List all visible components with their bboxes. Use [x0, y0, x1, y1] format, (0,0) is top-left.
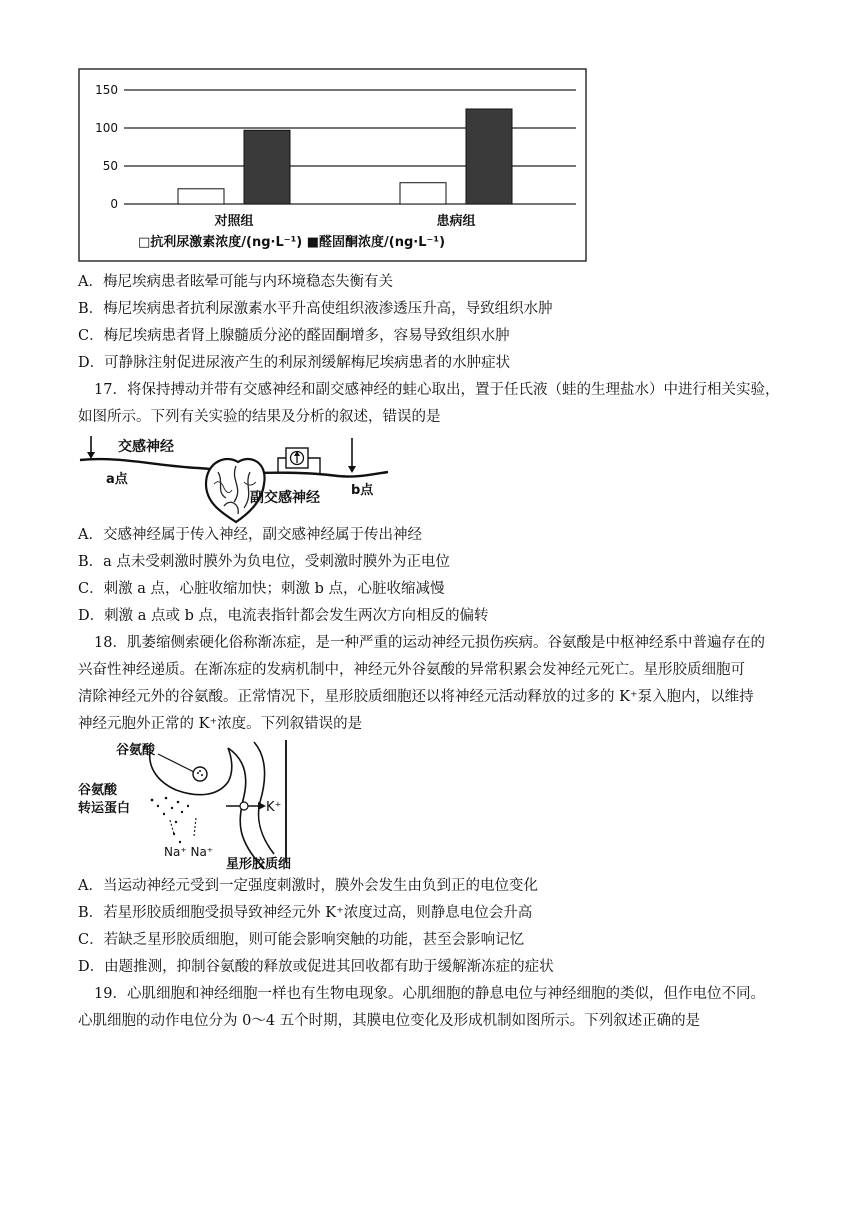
chart-legend: □抗利尿激素浓度/(ng·L⁻¹) ■醛固酮浓度/(ng·L⁻¹) [138, 235, 446, 250]
q17-option-c: C．刺激 a 点，心脏收缩加快；刺激 b 点，心脏收缩减慢 [78, 581, 445, 597]
label-point-b: b点 [351, 483, 374, 498]
glutamate-dots [151, 797, 190, 844]
vesicle [193, 767, 207, 781]
hormone-bar-chart [78, 68, 588, 263]
label-transporter-line2: 转运蛋白 [78, 801, 131, 816]
label-sympathetic: 交感神经 [118, 439, 174, 455]
x-category-label: 患病组 [436, 214, 476, 229]
q18-stem-line4: 神经元胞外正常的 K⁺浓度。下列叙错误的是 [78, 716, 363, 732]
q18-option-b: B．若星形胶质细胞受损导致神经元外 K⁺浓度过高，则静息电位会升高 [78, 905, 533, 921]
y-tick-label: 100 [95, 121, 118, 135]
bar-aldosterone-1 [466, 109, 512, 204]
q18-option-d: D．由题推测，抑制谷氨酸的释放或促进其回收都有助于缓解渐冻症的症状 [78, 959, 554, 975]
q17-option-a: A．交感神经属于传入神经，副交感神经属于传出神经 [78, 527, 422, 543]
label-transporter-line1: 谷氨酸 [78, 783, 118, 798]
label-parasympathetic: 副交感神经 [250, 490, 320, 506]
bar-adh-0 [178, 189, 224, 204]
presynaptic-membrane [150, 748, 232, 795]
label-sodium: Na⁺ Na⁺ [164, 845, 214, 859]
label-glutamate: 谷氨酸 [116, 743, 156, 758]
q17-option-b: B．a 点未受刺激时膜外为负电位，受刺激时膜外为正电位 [78, 554, 450, 570]
x-category-label: 对照组 [214, 214, 254, 229]
q19-stem-line2: 心肌细胞的动作电位分为 0～4 五个时期，其膜电位变化及形成机制如图所示。下列叙述正确的是 [78, 1013, 701, 1029]
astrocyte-synapse-figure [78, 738, 304, 870]
q17-stem-line1: 17．将保持搏动并带有交感神经和副交感神经的蛙心取出，置于任氏液（蛙的生理盐水）中进行相关实验， [94, 382, 780, 398]
q16-option-d: D．可静脉注射促进尿液产生的利尿剂缓解梅尼埃病患者的水肿症状 [78, 355, 511, 371]
q19-stem-line1: 19．心肌细胞和神经细胞一样也有生物电现象。心肌细胞的静息电位与神经细胞的类似，但作电位不同。 [94, 986, 765, 1002]
label-astrocyte: 星形胶质细 [226, 857, 292, 870]
q16-option-c: C．梅尼埃病患者肾上腺髓质分泌的醛固酮增多，容易导致组织水肿 [78, 328, 510, 344]
frog-heart-figure [78, 432, 398, 524]
y-tick-label: 50 [102, 159, 118, 173]
bar-adh-1 [400, 183, 446, 204]
q18-stem-line3: 清除神经元外的谷氨酸。正常情况下，星形胶质细胞还以将神经元活动释放的过多的 K⁺泵入胞内，以维持 [78, 689, 754, 705]
label-point-a: a点 [106, 472, 128, 487]
q16-option-b: B．梅尼埃病患者抗利尿激素水平升高使组织液渗透压升高，导致组织水肿 [78, 301, 553, 317]
q18-stem-line1: 18．肌萎缩侧索硬化俗称渐冻症，是一种严重的运动神经元损伤疾病。谷氨酸是中枢神经系中普遍存在的 [94, 635, 765, 651]
q18-option-a: A．当运动神经元受到一定强度刺激时，膜外会发生由负到正的电位变化 [78, 878, 538, 894]
q18-stem-line2: 兴奋性神经递质。在渐冻症的发病机制中，神经元外谷氨酸的异常积累会发神经元死亡。星形胶质细胞可 [78, 662, 745, 678]
label-potassium: K⁺ [266, 800, 282, 815]
q17-option-d: D．刺激 a 点或 b 点，电流表指针都会发生两次方向相反的偏转 [78, 608, 489, 624]
y-tick-label: 150 [95, 83, 118, 97]
bar-aldosterone-0 [244, 130, 290, 204]
y-tick-label: 0 [110, 197, 118, 211]
q17-stem-line2: 如图所示。下列有关实验的结果及分析的叙述，错误的是 [78, 409, 441, 425]
q16-option-a: A．梅尼埃病患者眩晕可能与内环境稳态失衡有关 [78, 274, 393, 290]
q18-option-c: C．若缺乏星形胶质细胞，则可能会影响突触的功能，甚至会影响记忆 [78, 932, 525, 948]
